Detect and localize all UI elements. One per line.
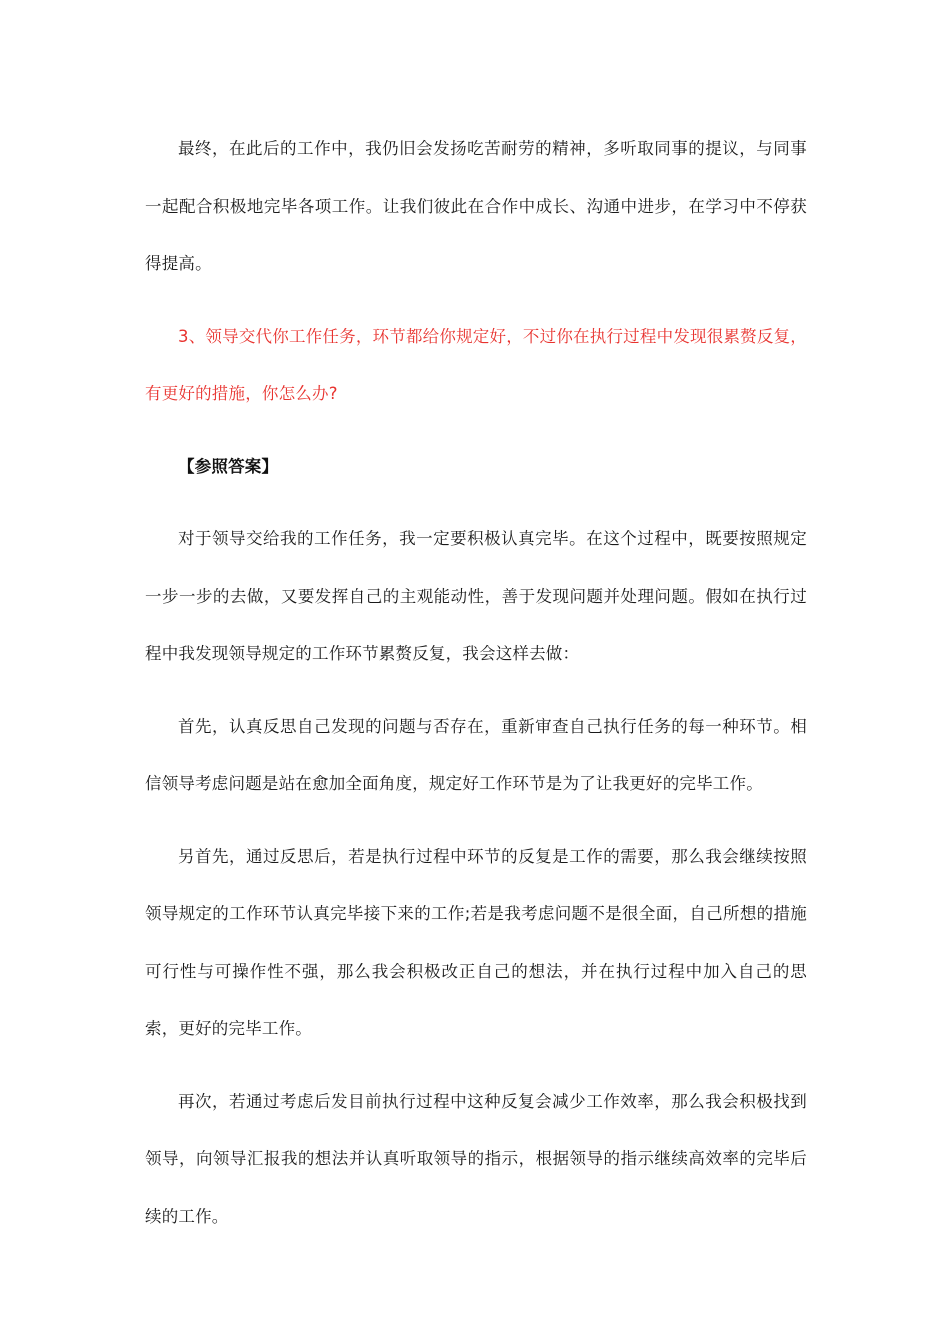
paragraph-conclusion: 最终，在此后的工作中，我仍旧会发扬吃苦耐劳的精神，多听取同事的提议，与同事一起配合积极地完毕各项工作。让我们彼此在合作中成长、沟通中进步，在学习中不停获得提高。 (145, 139, 807, 273)
paragraph-first-point: 首先，认真反思自己发现的问题与否存在，重新审查自己执行任务的每一种环节。相信领导考虑问题是站在愈加全面角度，规定好工作环节是为了让我更好的完毕工作。 (145, 716, 807, 793)
paragraph-answer-intro: 对于领导交给我的工作任务，我一定要积极认真完毕。在这个过程中，既要按照规定一步一步的去做，又要发挥自己的主观能动性，善于发现问题并处理问题。假如在执行过程中我发现领导规定的工作环节累赘反复，我会这样去做： (145, 529, 807, 663)
paragraph-second-point: 另首先，通过反思后，若是执行过程中环节的反复是工作的需要，那么我会继续按照领导规定的工作环节认真完毕接下来的工作;若是我考虑问题不是很全面，自己所想的措施可行性与可操作性不强，那么我会积极改正自己的想法，并在执行过程中加入自己的思索，更好的完毕工作。 (145, 846, 807, 1038)
question-heading: 3、领导交代你工作任务，环节都给你规定好，不过你在执行过程中发现很累赘反复，有更好的措施，你怎么办? (145, 326, 807, 403)
answer-label: 【参照答案】 (178, 456, 279, 476)
paragraph-third-point: 再次，若通过考虑后发目前执行过程中这种反复会减少工作效率，那么我会积极找到领导，向领导汇报我的想法并认真听取领导的指示，根据领导的指示继续高效率的完毕后续的工作。 (145, 1091, 807, 1226)
document-content (145, 120, 807, 1260)
